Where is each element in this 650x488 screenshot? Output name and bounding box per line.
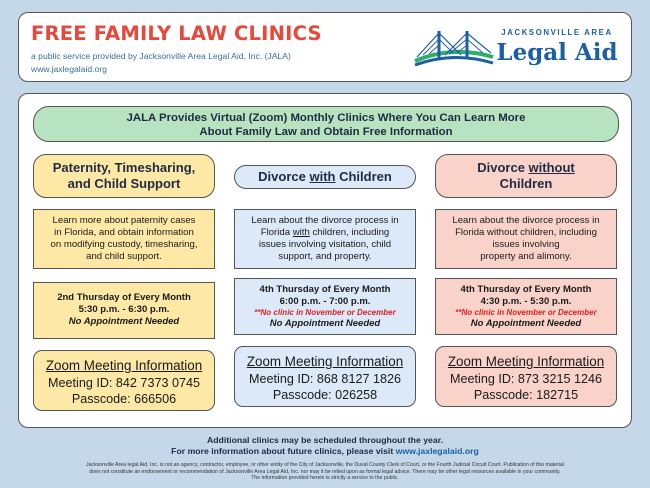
schedule-day: 2nd Thursday of Every Month	[57, 292, 191, 303]
schedule-day: 4th Thursday of Every Month	[259, 284, 391, 295]
footer-line: Additional clinics may be scheduled throughout the year.	[206, 435, 444, 445]
schedule-time: 5:30 p.m. - 6:30 p.m.	[78, 304, 170, 315]
title-line	[477, 160, 575, 176]
footer-line	[0, 446, 650, 457]
schedule-appointment: No Appointment Needed	[269, 318, 381, 329]
zoom-info-divorce-without	[435, 346, 617, 407]
schedule-divorce-with	[234, 278, 416, 335]
title-emphasis: with	[309, 169, 336, 184]
main-panel	[18, 93, 632, 428]
zoom-heading: Zoom Meeting Information	[45, 358, 203, 373]
schedule-note: **No clinic in November or December	[254, 308, 396, 317]
title-emphasis: without	[528, 160, 575, 175]
meeting-id: Meeting ID: 873 3215 1246	[450, 372, 602, 386]
page-title: FREE FAMILY LAW CLINICS	[31, 22, 322, 45]
zoom-info-paternity	[33, 350, 215, 411]
desc-line: issues involving visitation, child	[258, 239, 392, 250]
disclaimer	[10, 462, 640, 482]
jala-logo	[413, 23, 623, 77]
header-subtitle: a public service provided by Jacksonville Area Legal Aid, Inc. (JALA)	[31, 51, 291, 61]
zoom-heading: Zoom Meeting Information	[246, 354, 404, 369]
schedule-appointment: No Appointment Needed	[68, 316, 180, 327]
logo-main-text: Legal Aid	[496, 39, 618, 66]
banner-line-2: About Family Law and Obtain Free Information	[199, 126, 453, 138]
desc-line: property and alimony.	[480, 251, 572, 263]
header-panel	[18, 12, 632, 82]
schedule-day: 4th Thursday of Every Month	[460, 284, 592, 295]
desc-part: Florida	[260, 226, 293, 238]
schedule-note: **No clinic in November or December	[455, 308, 597, 317]
schedule-time: 6:00 p.m. - 7:00 p.m.	[279, 296, 371, 307]
meeting-id: Meeting ID: 868 8127 1826	[249, 372, 401, 386]
desc-line: on modifying custody, timesharing,	[50, 239, 198, 250]
desc-emphasis: with	[292, 226, 310, 238]
disclaimer-line: The information provided herein is strictly a service to the public.	[251, 475, 399, 482]
description-divorce-with	[234, 209, 416, 269]
desc-line: Learn about the divorce process in	[251, 214, 399, 226]
category-title-paternity	[33, 154, 215, 198]
desc-line: support, and property.	[278, 251, 372, 263]
schedule-time: 4:30 p.m. - 5:30 p.m.	[480, 296, 572, 307]
title-part: Divorce	[477, 160, 529, 175]
category-title-divorce-with	[234, 165, 416, 189]
desc-line: issues involving	[492, 239, 560, 250]
clinic-banner	[33, 106, 619, 142]
title-line: and Child Support	[67, 176, 181, 191]
description-paternity	[33, 209, 215, 269]
description-divorce-without	[435, 209, 617, 269]
desc-line: in Florida, and obtain information	[54, 226, 194, 238]
desc-line: Learn about the divorce process in	[452, 214, 600, 226]
logo-top-text: JACKSONVILLE AREA	[501, 28, 613, 37]
desc-line	[261, 227, 390, 239]
bridge-logo-icon	[413, 27, 495, 69]
title-line: Children	[499, 176, 553, 191]
title-part: Divorce	[258, 169, 310, 184]
passcode: Passcode: 026258	[272, 388, 378, 402]
banner-line-1: JALA Provides Virtual (Zoom) Monthly Clinics Where You Can Learn More	[126, 112, 526, 124]
zoom-info-divorce-with	[234, 346, 416, 407]
category-title-divorce-without	[435, 154, 617, 198]
schedule-appointment: No Appointment Needed	[470, 318, 582, 329]
footer-text: For more information about future clinics, please visit	[171, 446, 396, 456]
desc-line: Learn more about paternity cases	[52, 214, 196, 226]
meeting-id: Meeting ID: 842 7373 0745	[48, 376, 200, 390]
passcode: Passcode: 182715	[473, 388, 579, 402]
disclaimer-line: Jacksonville Area legal Aid, Inc. is not an agency, contractor, employee, or other entity of the City of Jacksonville, the Duval County Clerk of Court, or the Fourth Judicial Circuit Court. Publication of this material	[86, 462, 564, 468]
desc-line: and child support.	[86, 251, 162, 263]
passcode: Passcode: 666506	[71, 392, 177, 406]
desc-line: Florida without children, including	[455, 226, 597, 238]
schedule-paternity	[33, 282, 215, 339]
footer-url-link[interactable]: www.jaxlegalaid.org	[395, 446, 479, 456]
schedule-divorce-without	[435, 278, 617, 335]
header-url-link[interactable]: www.jaxlegalaid.org	[31, 64, 107, 74]
zoom-heading: Zoom Meeting Information	[447, 354, 605, 369]
title-line: Paternity, Timesharing,	[52, 160, 196, 175]
footer-info	[0, 435, 650, 457]
title-part: Children	[335, 169, 392, 184]
desc-part: children, including	[309, 226, 390, 238]
disclaimer-line: does not constitute an endorsement or recommendation of Jacksonville Area Legal Aid, Inc. nor may it be relied upon as formal legal advice. There may be other legal resources available in your community.	[89, 468, 561, 475]
